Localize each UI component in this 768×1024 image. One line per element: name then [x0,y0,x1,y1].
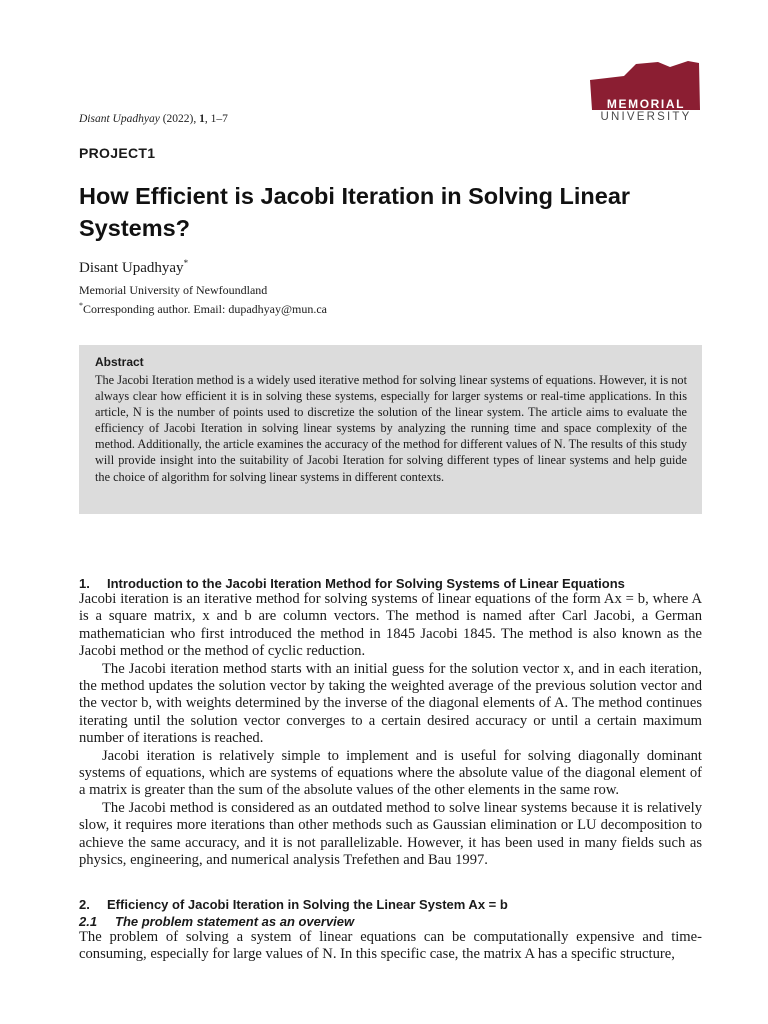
section-1-paragraph: The Jacobi iteration method starts with an initial guess for the solution vector x, and in each iteration, the method updates the solution vector by taking the weighted average of the previous solution vector and the vector b, with weights determined by the inverse of the diagonal elements of A. The method continues iterating until the solution vector converges to a certain desired accuracy or until a certain maximum number of iterations is reached. [79,660,702,747]
affiliation-block [79,283,327,317]
citation-volume: 1 [199,113,205,125]
section-1-paragraph: Jacobi iteration is an iterative method for solving systems of linear equations of the form Ax = b, where A is a square matrix, x and b are column vectors. The method is named after Carl Jacobi, a German mathematician who first introduced the method in 1845 Jacobi 1845. The method is also known as the Jacobi method or the method of cyclic reduction. [79,591,702,660]
paper-title: How Efficient is Jacobi Iteration in Solving Linear Systems? [79,183,631,241]
logo-text-memorial: MEMORIAL [606,97,686,111]
section-1-paragraph: The Jacobi method is considered as an outdated method to solve linear systems because it is relatively slow, it requires more iterations than other methods such as Gaussian elimination or LU decomposition to achieve the same accuracy, and it is not parallelizable. However, it has been used in many fields such as physics, engineering, and numerical analysis Trefethen and Bau 1997. [79,799,702,869]
subsection-2-1-title: The problem statement as an overview [115,914,355,929]
author-mark: * [183,258,189,268]
citation-pages: , 1–7 [204,113,228,125]
corresponding-text: Corresponding author. Email: dupadhyay@mun.ca [83,302,328,316]
author-name: Disant Upadhyay [79,260,184,276]
section-1-heading [79,576,702,591]
project-label: PROJECT1 [79,145,156,161]
university-logo [590,60,702,126]
corresponding-mark: * [79,301,83,310]
section-2-title: Efficiency of Jacobi Iteration in Solving the Linear System Ax = b [107,897,508,912]
section-2-number: 2. [79,897,90,912]
section-2 [79,897,702,964]
section-1-number: 1. [79,576,90,591]
citation-author: Disant Upadhyay [79,113,160,125]
citation-year: (2022), [162,113,197,125]
citation-line [79,113,228,125]
section-2-heading [79,897,702,912]
section-1-title: Introduction to the Jacobi Iteration Method for Solving Systems of Linear Equations [107,576,625,591]
author-line [79,258,188,277]
abstract-box [79,345,702,514]
abstract-text: The Jacobi Iteration method is a widely used iterative method for solving linear systems of equations. However, it is not always clear how efficient it is in solving these systems, especially for larger systems or real-time applications. In this article, N is the number of points used to discretize the solution of the linear system. The article aims to evaluate the efficiency of Jacobi Iteration in solving linear systems by analyzing the running time and space complexity of the method. Additionally, the article examines the accuracy of the method for different values of N. The results of this study will provide insight into the suitability of Jacobi Iteration for solving different types of linear systems and help guide the choice of algorithm for solving linear systems in different contexts. [95,373,687,484]
corresponding-author [79,298,327,317]
section-1-paragraph: Jacobi iteration is relatively simple to implement and is useful for solving diagonally dominant systems of equations, which are systems of equations where the absolute value of the diagonal element of a matrix is greater than the sum of the absolute values of the other elements in the same row. [79,747,702,799]
affiliation: Memorial University of Newfoundland [79,283,268,297]
abstract-heading: Abstract [95,355,144,369]
logo-text-university: UNIVERSITY [600,111,692,123]
subsection-2-1-heading [79,914,702,929]
section-2-paragraph: The problem of solving a system of linear equations can be computationally expensive and time-consuming, especially for large values of N. In this specific case, the matrix A has a specific structure, [79,929,702,963]
subsection-2-1-number: 2.1 [79,914,98,929]
section-1 [79,576,702,870]
